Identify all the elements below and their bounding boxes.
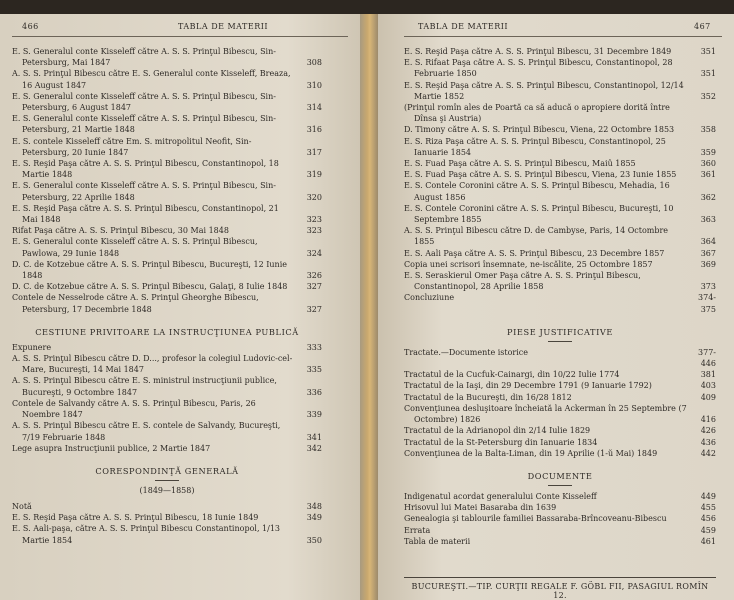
toc-entry-text: (Prinţul romîn ales de Poartă ca să aducă o apropiere dorită între Dînsa şi Austria) [404,103,670,124]
toc-entry [12,225,322,236]
toc-entry [404,46,716,57]
toc-entry [12,501,322,512]
toc-entry-text: Tractatul de la Iaşi, din 29 Decembre 1791 (9 Ianuarie 1792) [404,381,652,391]
left-section-subtitle: (1849—1858) [139,485,195,495]
toc-entry-page: 369 [700,259,716,269]
toc-entry [12,180,322,202]
right-section-title-documente: DOCUMENTE [404,471,716,486]
toc-entry-text: E. S. Contele Coronini către A. S. S. Prinţul Bibescu, Bucureşti, 10 Septembre 1855 [404,203,674,225]
toc-entry-page: 350 [306,535,322,545]
toc-entry [12,203,322,225]
toc-entry [404,392,716,403]
toc-entry-page: 336 [306,387,322,397]
toc-entry [12,342,322,353]
book-gutter [360,14,378,600]
toc-entry-text: Errata [404,525,431,535]
toc-entry [12,259,322,281]
toc-entry [404,425,716,436]
toc-entry-text: E. S. Reşid Paşa către A. S. S. Prinţul Bibescu, Constantinopol, 12/14 Martie 1852 [404,80,684,101]
toc-entry-text: Convenţiunea de la Balta-Liman, din 19 Aprilie (1-ŭ Mai) 1849 [404,448,658,458]
toc-entry-page: 335 [306,365,322,375]
toc-entry-page: 324 [306,248,322,258]
left-page [0,14,360,600]
toc-entry-page: 361 [700,170,716,180]
toc-entry-page: 320 [306,192,322,202]
toc-entry [12,398,322,420]
toc-entry-page: 323 [306,226,322,236]
toc-entry-page: 339 [306,410,322,420]
right-toc [404,46,716,547]
toc-entry-page: 381 [700,370,716,380]
toc-entry-text: Contele de Nesselrode către A. S. Prinţul Gheorghe Bibescu, Petersburg, 17 Decembrie 1848 [12,293,259,314]
toc-entry-text: Tabla de materii [404,536,471,546]
toc-entry-page: 319 [306,170,322,180]
toc-entry-page: 459 [700,525,716,535]
toc-entry-page: 360 [700,159,716,169]
toc-entry [404,259,716,270]
toc-entry [404,80,716,102]
toc-entry-text: Notă [12,501,32,511]
toc-entry [404,203,716,225]
toc-entry [404,57,716,79]
toc-entry-text: E. S. Aali-paşa, către A. S. S. Prinţul Bibescu Constantinopol, 1/13 Martie 1854 [12,524,280,545]
toc-entry [404,403,716,425]
toc-entry [12,353,322,375]
toc-entry-text: Genealogia şi tablourile familiei Bassaraba-Brîncoveanu-Bibescu [404,514,667,524]
toc-entry-text: A. S. S. Prinţul Bibescu către D. de Cambyse, Paris, 14 Octombre 1855 [404,226,669,247]
toc-entry-page: 373 [700,282,716,292]
toc-entry-text: Rifat Paşa către A. S. S. Prinţul Bibescu, 30 Mai 1848 [12,226,229,236]
toc-entry-text: Lege asupra Instrucţiunii publice, 2 Martie 1847 [12,443,211,453]
toc-entry-text: Hrisovul lui Matei Basaraba din 1639 [404,503,557,513]
toc-entry-text: E. S. Generalul conte Kisseleff către A. S. S. Prinţul Bibescu, Sin-Petersburg, 21 Martie 1848 [12,114,276,135]
toc-entry [404,136,716,158]
toc-entry-page: 351 [700,69,716,79]
toc-entry-page: 314 [306,103,322,113]
toc-entry-text: E. S. Reşid Paşa către A. S. S. Prinţul Bibescu, Constantinopol, 18 Martie 1848 [12,159,279,180]
toc-entry [404,536,716,547]
toc-entry-page: 317 [306,147,322,157]
left-section-title-corespondinta: CORESPONDINŢĂ GENERALĂ [12,466,322,481]
toc-entry-text: A. S. S. Prinţul Bibescu către E. S. contele de Salvandy, Bucureşti, 7/19 Februarie 1848 [12,421,281,442]
left-section-title-instructiune: CESTIUNE PRIVITOARE LA INSTRUCŢIUNEA PUBLICĂ [35,326,299,337]
toc-entry [404,225,716,247]
left-toc [12,46,322,546]
toc-entry-text: E. S. contele Kisseleff către Em. S. mitropolitul Neofit, Sin-Petersburg, 20 Iunie 1847 [12,136,252,157]
toc-entry-page: 323 [306,215,322,225]
right-page [378,14,734,600]
toc-entry-text: E. S. Fuad Paşa către A. S. S. Prinţul Bibescu, Maiû 1855 [404,159,636,169]
toc-entry-text: E. S. Reşid Paşa către A. S. S. Prinţul Bibescu, 18 Iunie 1849 [12,513,259,523]
toc-entry-page: 327 [306,282,322,292]
toc-entry-text: E. S. Riza Paşa către A. S. S. Prinţul Bibescu, Constantinopol, 25 Ianuarie 1854 [404,136,666,157]
toc-entry [404,124,716,135]
toc-entry [404,437,716,448]
toc-entry [404,180,716,202]
toc-entry-text: Tractatul de la St-Petersburg din Ianuarie 1834 [404,437,598,447]
right-entries-top [404,46,716,315]
right-page-number: 467 [694,22,711,31]
toc-entry-page: 374-375 [698,293,716,314]
left-running-title: TABLA DE MATERII [178,22,269,31]
toc-entry [404,502,716,513]
toc-entry-page: 367 [700,248,716,258]
left-running-head [0,22,360,36]
toc-entry-text: Concluziune [404,293,455,303]
toc-entry-page: 416 [700,415,716,425]
toc-entry-text: Tractatul de la Adrianopol din 2/14 Iulie 1829 [404,426,591,436]
right-running-head [378,22,734,36]
toc-entry-text: Copia unei scrisori însemnate, ne-iscălite, 25 Octombre 1857 [404,259,653,269]
toc-entry [12,91,322,113]
toc-entry-page: 359 [700,147,716,157]
toc-entry-text: Contele de Salvandy către A. S. S. Prinţul Bibescu, Paris, 26 Noembre 1847 [12,398,256,420]
toc-entry [12,375,322,397]
toc-entry-text: E. S. Contele Coronini către A. S. S. Prinţul Bibescu, Mehadia, 16 August 1856 [404,181,670,202]
toc-entry [12,136,322,158]
toc-entry-text: A. S. S. Prinţul Bibescu către E. S. ministrul instrucţiunii publice, Bucureşti, 9 Octombre 1847 [12,376,277,397]
toc-entry-page: 377-446 [698,347,716,369]
toc-entry-text: E. S. Generalul conte Kisseleff către A. S. S. Prinţul Bibescu, Sin-Petersburg, 22 Aprilie 1848 [12,181,276,202]
toc-entry-page: 363 [700,215,716,225]
toc-entry-page: 327 [306,304,322,314]
left-entries-top [12,46,322,315]
toc-entry-page: 426 [700,426,716,436]
toc-entry-page: 341 [306,432,322,442]
toc-entry-text: E. S. Aali Paşa către A. S. S. Prinţul Bibescu, 23 Decembre 1857 [404,248,665,258]
toc-entry-page: 333 [306,342,322,352]
toc-entry [12,420,322,442]
toc-entry-text: Convenţiunea desluşitoare încheiată la Ackerman în 25 Septembre (7 Octombre) 1826 [404,403,687,425]
toc-entry [404,525,716,536]
toc-entry-text: E. S. Seraskierul Omer Paşa către A. S. S. Prinţul Bibescu, Constantinopol, 28 Aprilie 1858 [404,271,641,292]
toc-entry-text: A. S. S. Prinţul Bibescu către E. S. Generalul conte Kisseleff, Breaza, 16 August 1847 [12,69,291,90]
toc-entry-page: 403 [700,381,716,391]
toc-entry-text: D. C. de Kotzebue către A. S. S. Prinţul Bibescu, Galaţi, 8 Iulie 1848 [12,282,288,292]
toc-entry-text: E. S. Generalul conte Kisseleff către A. S. S. Prinţul Bibescu, Sin-Petersburg, 6 August 1847 [12,91,276,113]
toc-entry-page: 310 [306,80,322,90]
toc-entry-page: 409 [700,392,716,402]
toc-entry [12,158,322,180]
toc-entry-page: 351 [700,47,716,56]
left-header-rule [12,36,348,37]
toc-entry-page: 326 [306,271,322,281]
toc-entry-text: E. S. Reşid Paşa către A. S. S. Prinţul Bibescu, 31 Decembre 1849 [404,47,672,56]
toc-entry-page: 308 [306,58,322,68]
printer-imprint: BUCUREŞTI.—TIP. CURŢII REGALE F. GÖBL FII, PASAGIUL ROMÎN 12. [404,577,716,600]
toc-entry [404,102,716,124]
toc-entry-page: 362 [700,192,716,202]
toc-entry [404,169,716,180]
toc-entry [12,281,322,292]
toc-entry-text: E. S. Rifaat Paşa către A. S. S. Prinţul Bibescu, Constantinopol, 28 Februarie 1850 [404,58,673,79]
toc-entry-page: 316 [306,125,322,135]
toc-entry-text: Indigenatul acordat generalului Conte Kisseleff [404,491,597,501]
toc-entry-page: 348 [306,501,322,511]
toc-entry-page: 364 [700,237,716,247]
right-entries-piese [404,347,716,459]
toc-entry [12,46,322,68]
toc-entry [404,158,716,169]
toc-entry [404,347,716,369]
right-entries-documente [404,491,716,547]
toc-entry [404,491,716,502]
left-page-number: 466 [22,22,39,31]
toc-entry [12,443,322,454]
toc-entry-text: A. S. S. Prinţul Bibescu către D. D..., profesor la colegiul Ludovic-cel-Mare, Bucureşti, 14 Mai 1847 [12,354,293,375]
toc-entry-text: D. Timony către A. S. S. Prinţul Bibescu, Viena, 22 Octombre 1853 [404,125,675,135]
right-header-rule [404,36,722,37]
toc-entry [12,113,322,135]
toc-entry [12,292,322,314]
toc-entry-page: 436 [700,437,716,447]
toc-entry [404,513,716,524]
toc-entry-text: E. S. Generalul conte Kisseleff către A. S. S. Prinţul Bibescu, Sin-Petersburg, Mai 1847 [12,47,276,68]
right-section-title-piese: PIESE JUSTIFICATIVE [404,327,716,342]
toc-entry-page: 455 [700,503,716,513]
toc-entry [404,270,716,292]
toc-entry [12,512,322,523]
toc-entry-page: 349 [306,513,322,523]
toc-entry-page: 352 [700,91,716,101]
toc-entry-page: 461 [700,536,716,546]
toc-entry-text: Expunere [12,342,52,352]
toc-entry [404,248,716,259]
toc-entry-text: Tractatul de la Cucfuk-Cainargi, din 10/22 Iulie 1774 [404,370,620,380]
toc-entry-text: E. S. Generalul conte Kisseleff către A. S. S. Prinţul Bibescu, Pawlowa, 29 Iunie 1848 [12,237,258,258]
toc-entry [404,380,716,391]
toc-entry [12,523,322,545]
toc-entry-text: E. S. Fuad Paşa către A. S. S. Prinţul Bibescu, Viena, 23 Iunie 1855 [404,170,677,180]
toc-entry-text: Tractate.—Documente istorice [404,347,529,357]
toc-entry-page: 342 [306,443,322,453]
toc-entry-text: D. C. de Kotzebue către A. S. S. Prinţul Bibescu, Bucureşti, 12 Iunie 1848 [12,259,287,281]
toc-entry-text: Tractatul de la Bucureşti, din 16/28 1812 [404,392,572,402]
right-running-title: TABLA DE MATERII [418,22,509,31]
toc-entry [404,292,716,314]
toc-entry [404,448,716,459]
toc-entry-page: 358 [700,125,716,135]
toc-entry-page: 449 [700,491,716,501]
left-entries-corespondinta [12,501,322,546]
toc-entry-page: 456 [700,514,716,524]
toc-entry [12,68,322,90]
toc-entry [404,369,716,380]
toc-entry-page: 442 [700,448,716,458]
left-entries-instructiune [12,342,322,454]
toc-entry [12,236,322,258]
toc-entry-text: E. S. Reşid Paşa către A. S. S. Prinţul Bibescu, Constantinopol, 21 Mai 1848 [12,203,279,225]
